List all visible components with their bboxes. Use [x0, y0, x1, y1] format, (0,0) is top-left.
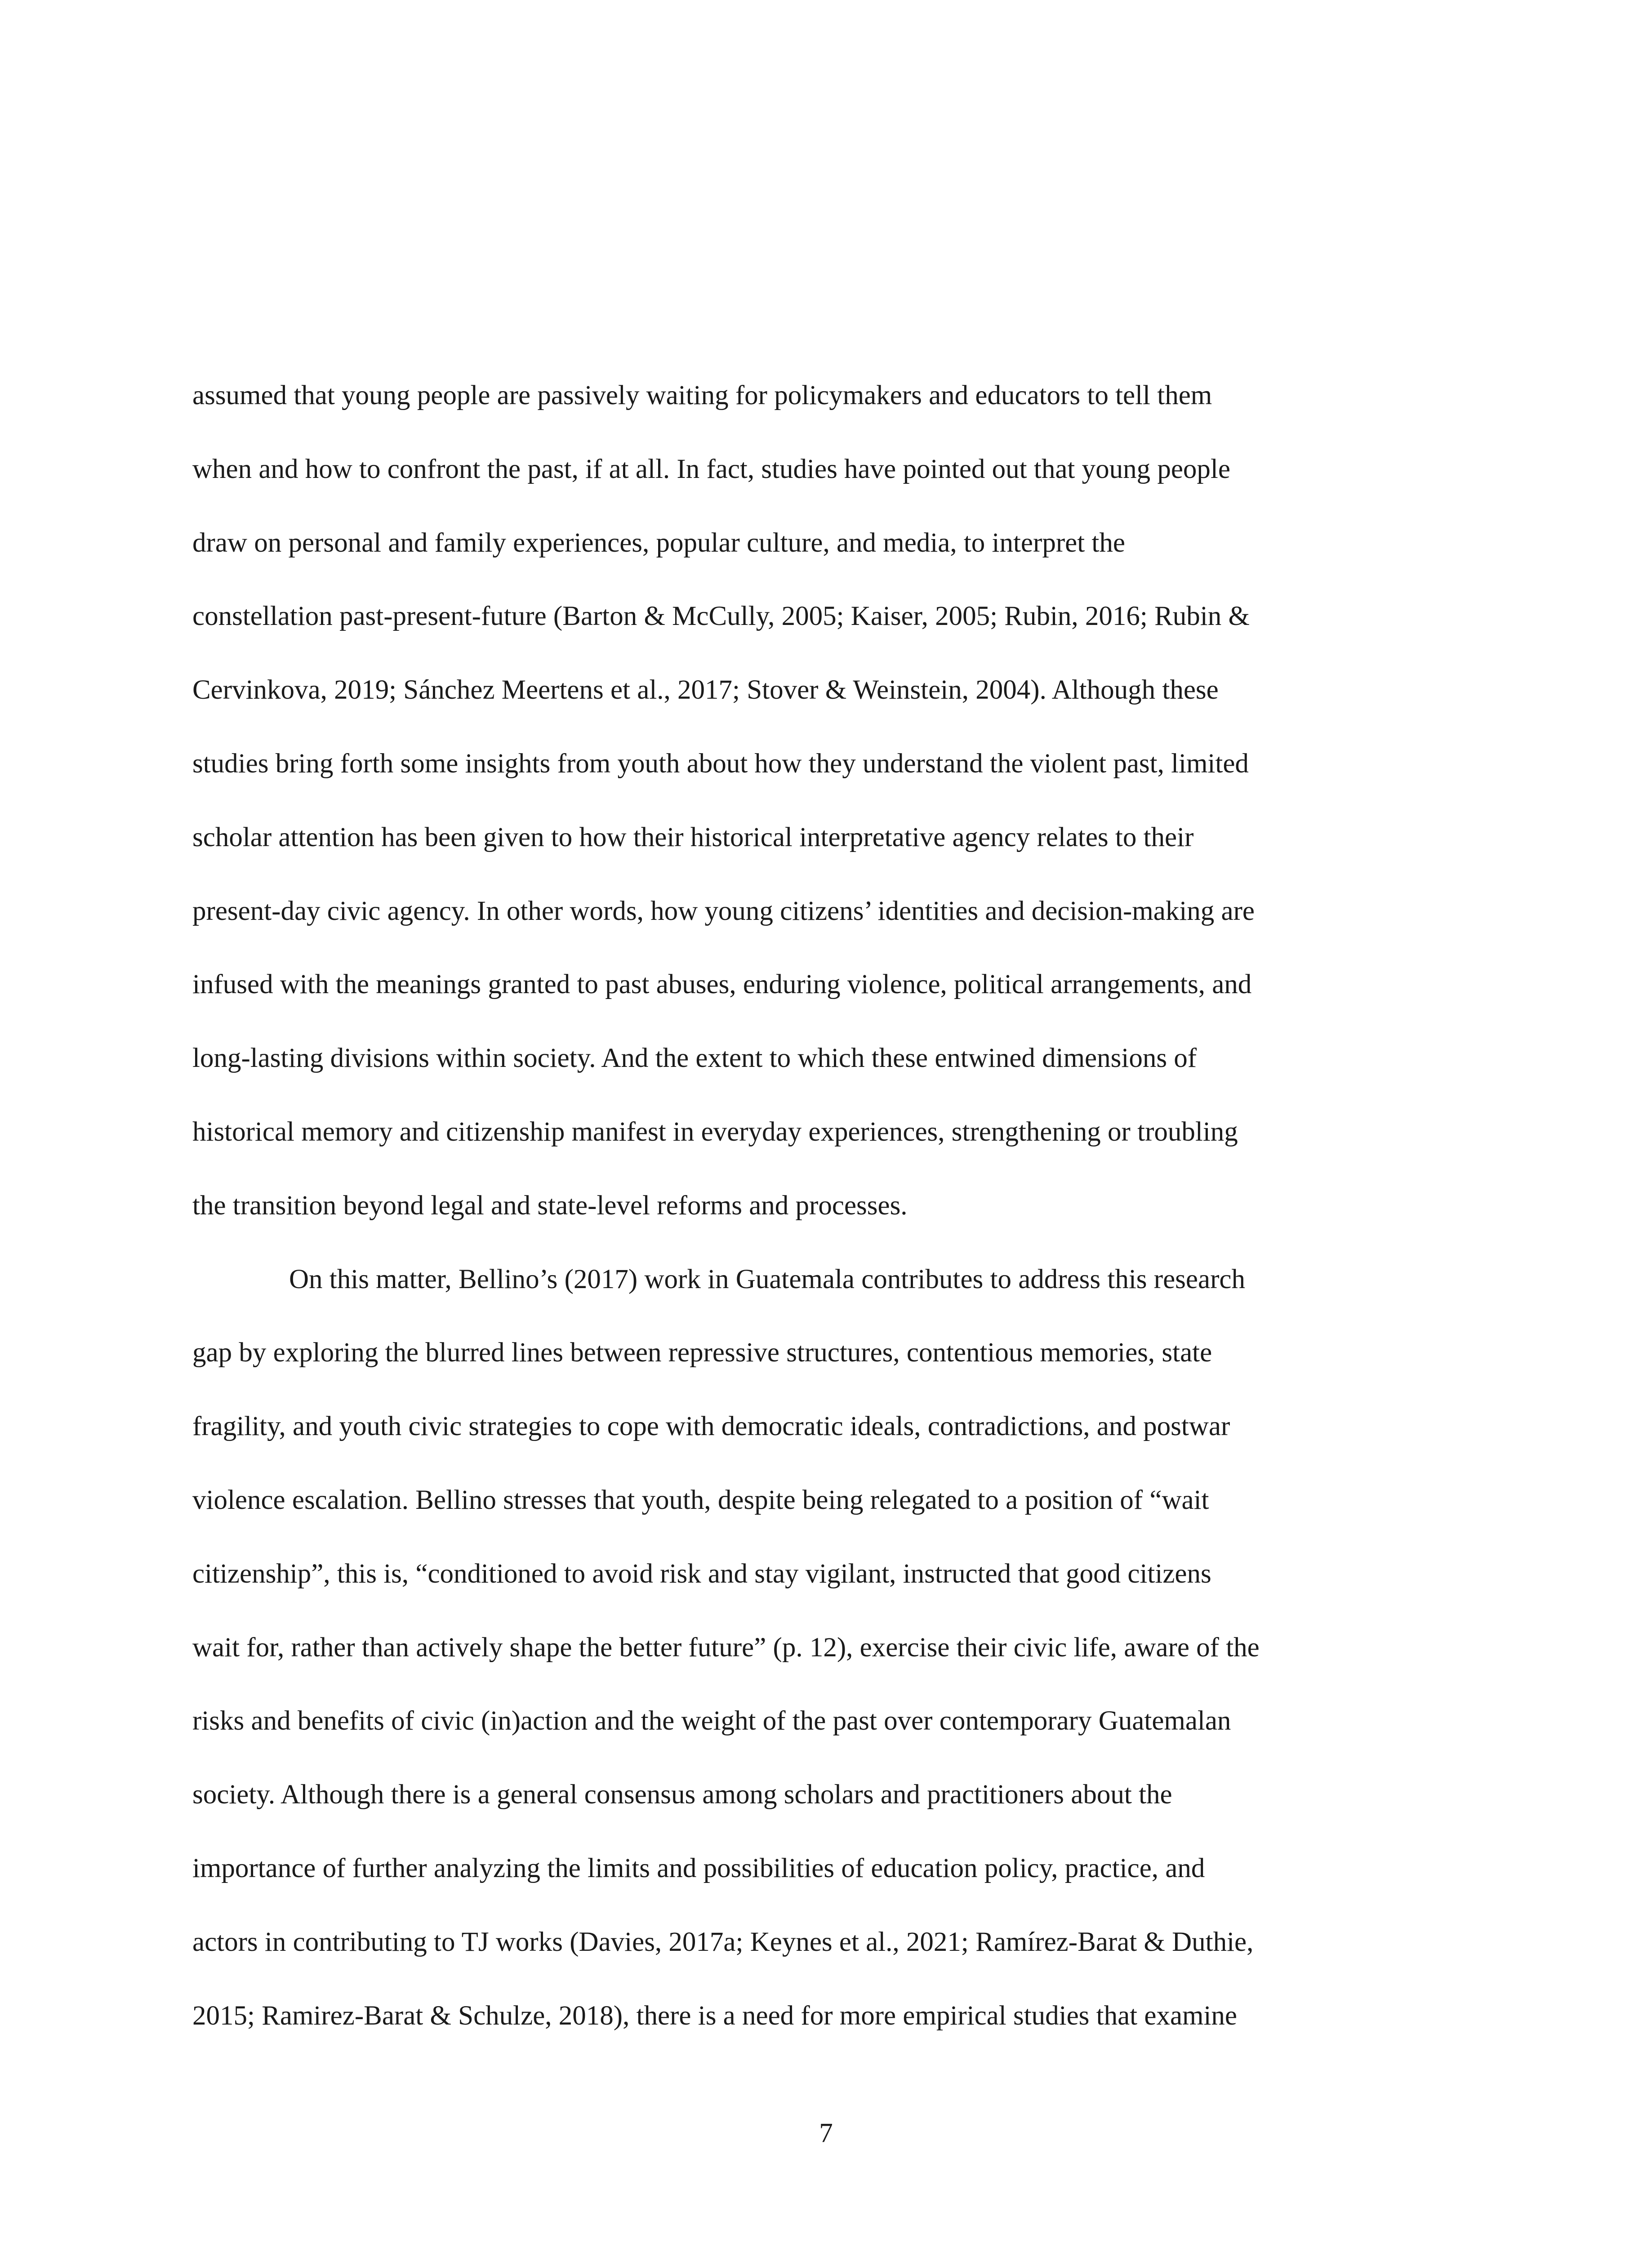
text-line: fragility, and youth civic strategies to cope with democratic ideals, contradictions, and postwar [192, 1411, 1230, 1442]
text-line: when and how to confront the past, if at all. In fact, studies have pointed out that young people [192, 454, 1230, 484]
paragraph-first-line: On this matter, Bellino’s (2017) work in Guatemala contributes to address this research [289, 1264, 1245, 1294]
text-line: citizenship”, this is, “conditioned to avoid risk and stay vigilant, instructed that good citizens [192, 1558, 1211, 1589]
text-line: draw on personal and family experiences, popular culture, and media, to interpret the [192, 527, 1125, 558]
text-line: studies bring forth some insights from youth about how they understand the violent past, limited [192, 748, 1249, 779]
page-number: 7 [819, 2118, 833, 2148]
text-line: assumed that young people are passively waiting for policymakers and educators to tell them [192, 380, 1212, 410]
text-line: risks and benefits of civic (in)action and the weight of the past over contemporary Guatemalan [192, 1706, 1231, 1736]
text-line: long-lasting divisions within society. And the extent to which these entwined dimensions of [192, 1043, 1197, 1074]
text-line: importance of further analyzing the limits and possibilities of education policy, practice, and [192, 1853, 1205, 1883]
text-line: constellation past-present-future (Barton & McCully, 2005; Kaiser, 2005; Rubin, 2016; Rubin & [192, 601, 1250, 632]
text-line: historical memory and citizenship manifest in everyday experiences, strengthening or troubling [192, 1116, 1238, 1147]
text-line: violence escalation. Bellino stresses that youth, despite being relegated to a position of “wait [192, 1485, 1209, 1515]
text-line: 2015; Ramirez-Barat & Schulze, 2018), there is a need for more empirical studies that examine [192, 2000, 1237, 2031]
text-line: gap by exploring the blurred lines between repressive structures, contentious memories, state [192, 1338, 1212, 1368]
text-line: wait for, rather than actively shape the better future” (p. 12), exercise their civic life, aware of the [192, 1632, 1260, 1663]
text-line: scholar attention has been given to how their historical interpretative agency relates to their [192, 822, 1194, 852]
text-line: present-day civic agency. In other words, how young citizens’ identities and decision-making are [192, 896, 1255, 926]
text-line: the transition beyond legal and state-level reforms and processes. [192, 1190, 908, 1221]
text-line: infused with the meanings granted to past abuses, enduring violence, political arrangements, and [192, 969, 1252, 1000]
text-line: Cervinkova, 2019; Sánchez Meertens et al., 2017; Stover & Weinstein, 2004). Although these [192, 675, 1219, 705]
body-text [192, 359, 1442, 2052]
text-line: actors in contributing to TJ works (Davies, 2017a; Keynes et al., 2021; Ramírez-Barat & Duthie, [192, 1927, 1254, 1957]
text-line: society. Although there is a general consensus among scholars and practitioners about the [192, 1780, 1172, 1810]
